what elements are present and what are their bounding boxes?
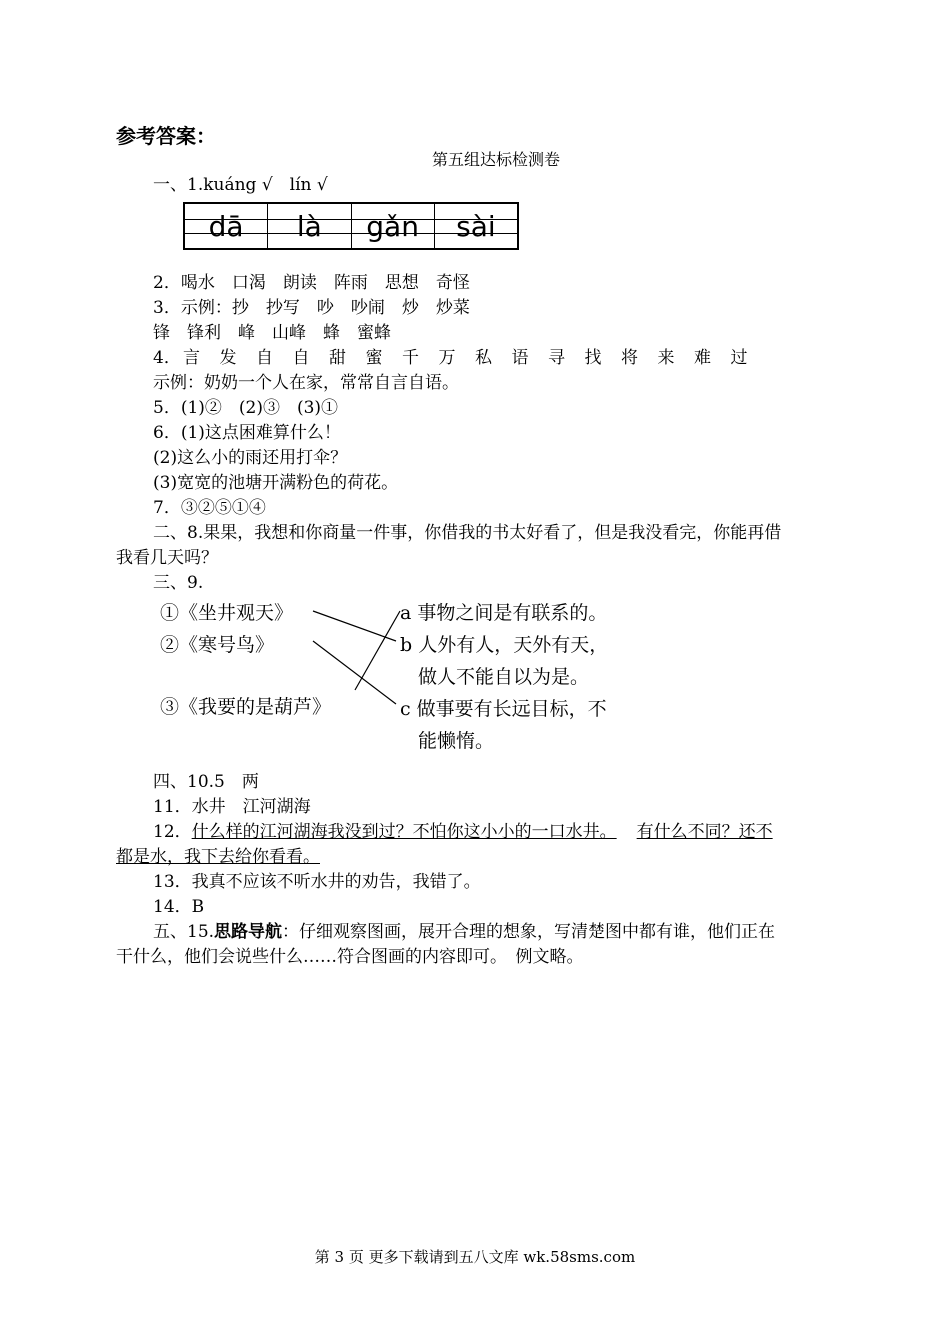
q13-answer: 13．我真不应该不听水井的劝告，我错了。 [153,872,481,892]
q15-prefix: 五、15. [153,922,215,942]
match-line-1-b [313,611,396,641]
q6-answer-3: (3)宽宽的池塘开满粉色的荷花。 [153,473,399,493]
q8-answer-line2: 我看几天吗？ [116,548,218,568]
q14-answer: 14．B [153,897,205,917]
q3-answer-line1: 3．示例：抄 抄写 吵 吵闹 炒 炒菜 [153,298,470,318]
match-right-c-cont: 能懒惰。 [418,730,495,752]
match-right-c: c 做事要有长远目标，不 [400,698,607,720]
q8-answer-line1: 二、8.果果，我想和你商量一件事，你借我的书太好看了，但是我没看完，你能再借 [153,523,782,543]
q4-label: 4． [153,348,181,368]
q9-label: 三、9. [153,573,204,593]
match-right-b: b 人外有人，天外有天， [400,634,609,656]
q4-example: 示例：奶奶一个人在家，常常自言自语。 [153,373,459,393]
page-footer: 第 3 页 更多下载请到五八文库 wk.58sms.com [314,1248,636,1266]
q6-answer-2: (2)这么小的雨还用打伞？ [153,448,348,468]
match-left-1: ①《坐井观天》 [160,602,294,624]
match-right-b-cont: 做人不能自以为是。 [418,666,590,688]
answer-heading: 参考答案： [116,124,216,148]
q6-answer-1: 6．(1)这点困难算什么！ [153,423,341,443]
q2-answer: 2．喝水 口渴 朗读 阵雨 思想 奇怪 [153,273,470,293]
match-left-3: ③《我要的是葫芦》 [160,696,332,718]
q12-label: 12． [153,822,192,842]
pinyin-cell: gǎn [351,204,434,248]
q7-answer: 7．③②⑤①④ [153,498,266,518]
q10-answer: 四、10.5 两 [153,772,259,792]
q4-answer: 4． 言 发 自 自 甜 蜜 千 万 私 语 寻 找 将 来 难 过 [153,348,748,368]
q15-bold-label: 思路导航 [214,922,283,942]
q12-answer-line2: 都是水，我下去给你看看。 [116,847,320,867]
test-title: 第五组达标检测卷 [432,150,561,169]
q12-answer-line1 [153,820,773,844]
q12-underlined-1: 什么样的江河湖海我没到过？不怕你这小小的一口水井。 [191,822,617,842]
q15-answer-line2: 干什么，他们会说些什么……符合图画的内容即可。 例文略。 [116,947,584,967]
pinyin-cell: sài [434,204,517,248]
pinyin-cell: là [267,204,350,248]
pinyin-cell: dā [185,204,267,248]
q11-answer: 11．水井 江河湖海 [153,797,311,817]
q1-answer: 一、1.kuáng √ lín √ [153,175,328,195]
match-left-2: ②《寒号鸟》 [160,634,275,656]
q12-underlined-2: 有什么不同？还不 [636,822,773,842]
q5-answer: 5．(1)② (2)③ (3)① [153,398,339,418]
match-right-a: a 事物之间是有联系的。 [400,602,608,624]
q3-answer-line2: 锋 锋利 峰 山峰 蜂 蜜蜂 [153,323,391,343]
q15-answer-line1: 五、15.思路导航：仔细观察图画，展开合理的想象，写清楚图中都有谁，他们正在 [153,922,776,942]
